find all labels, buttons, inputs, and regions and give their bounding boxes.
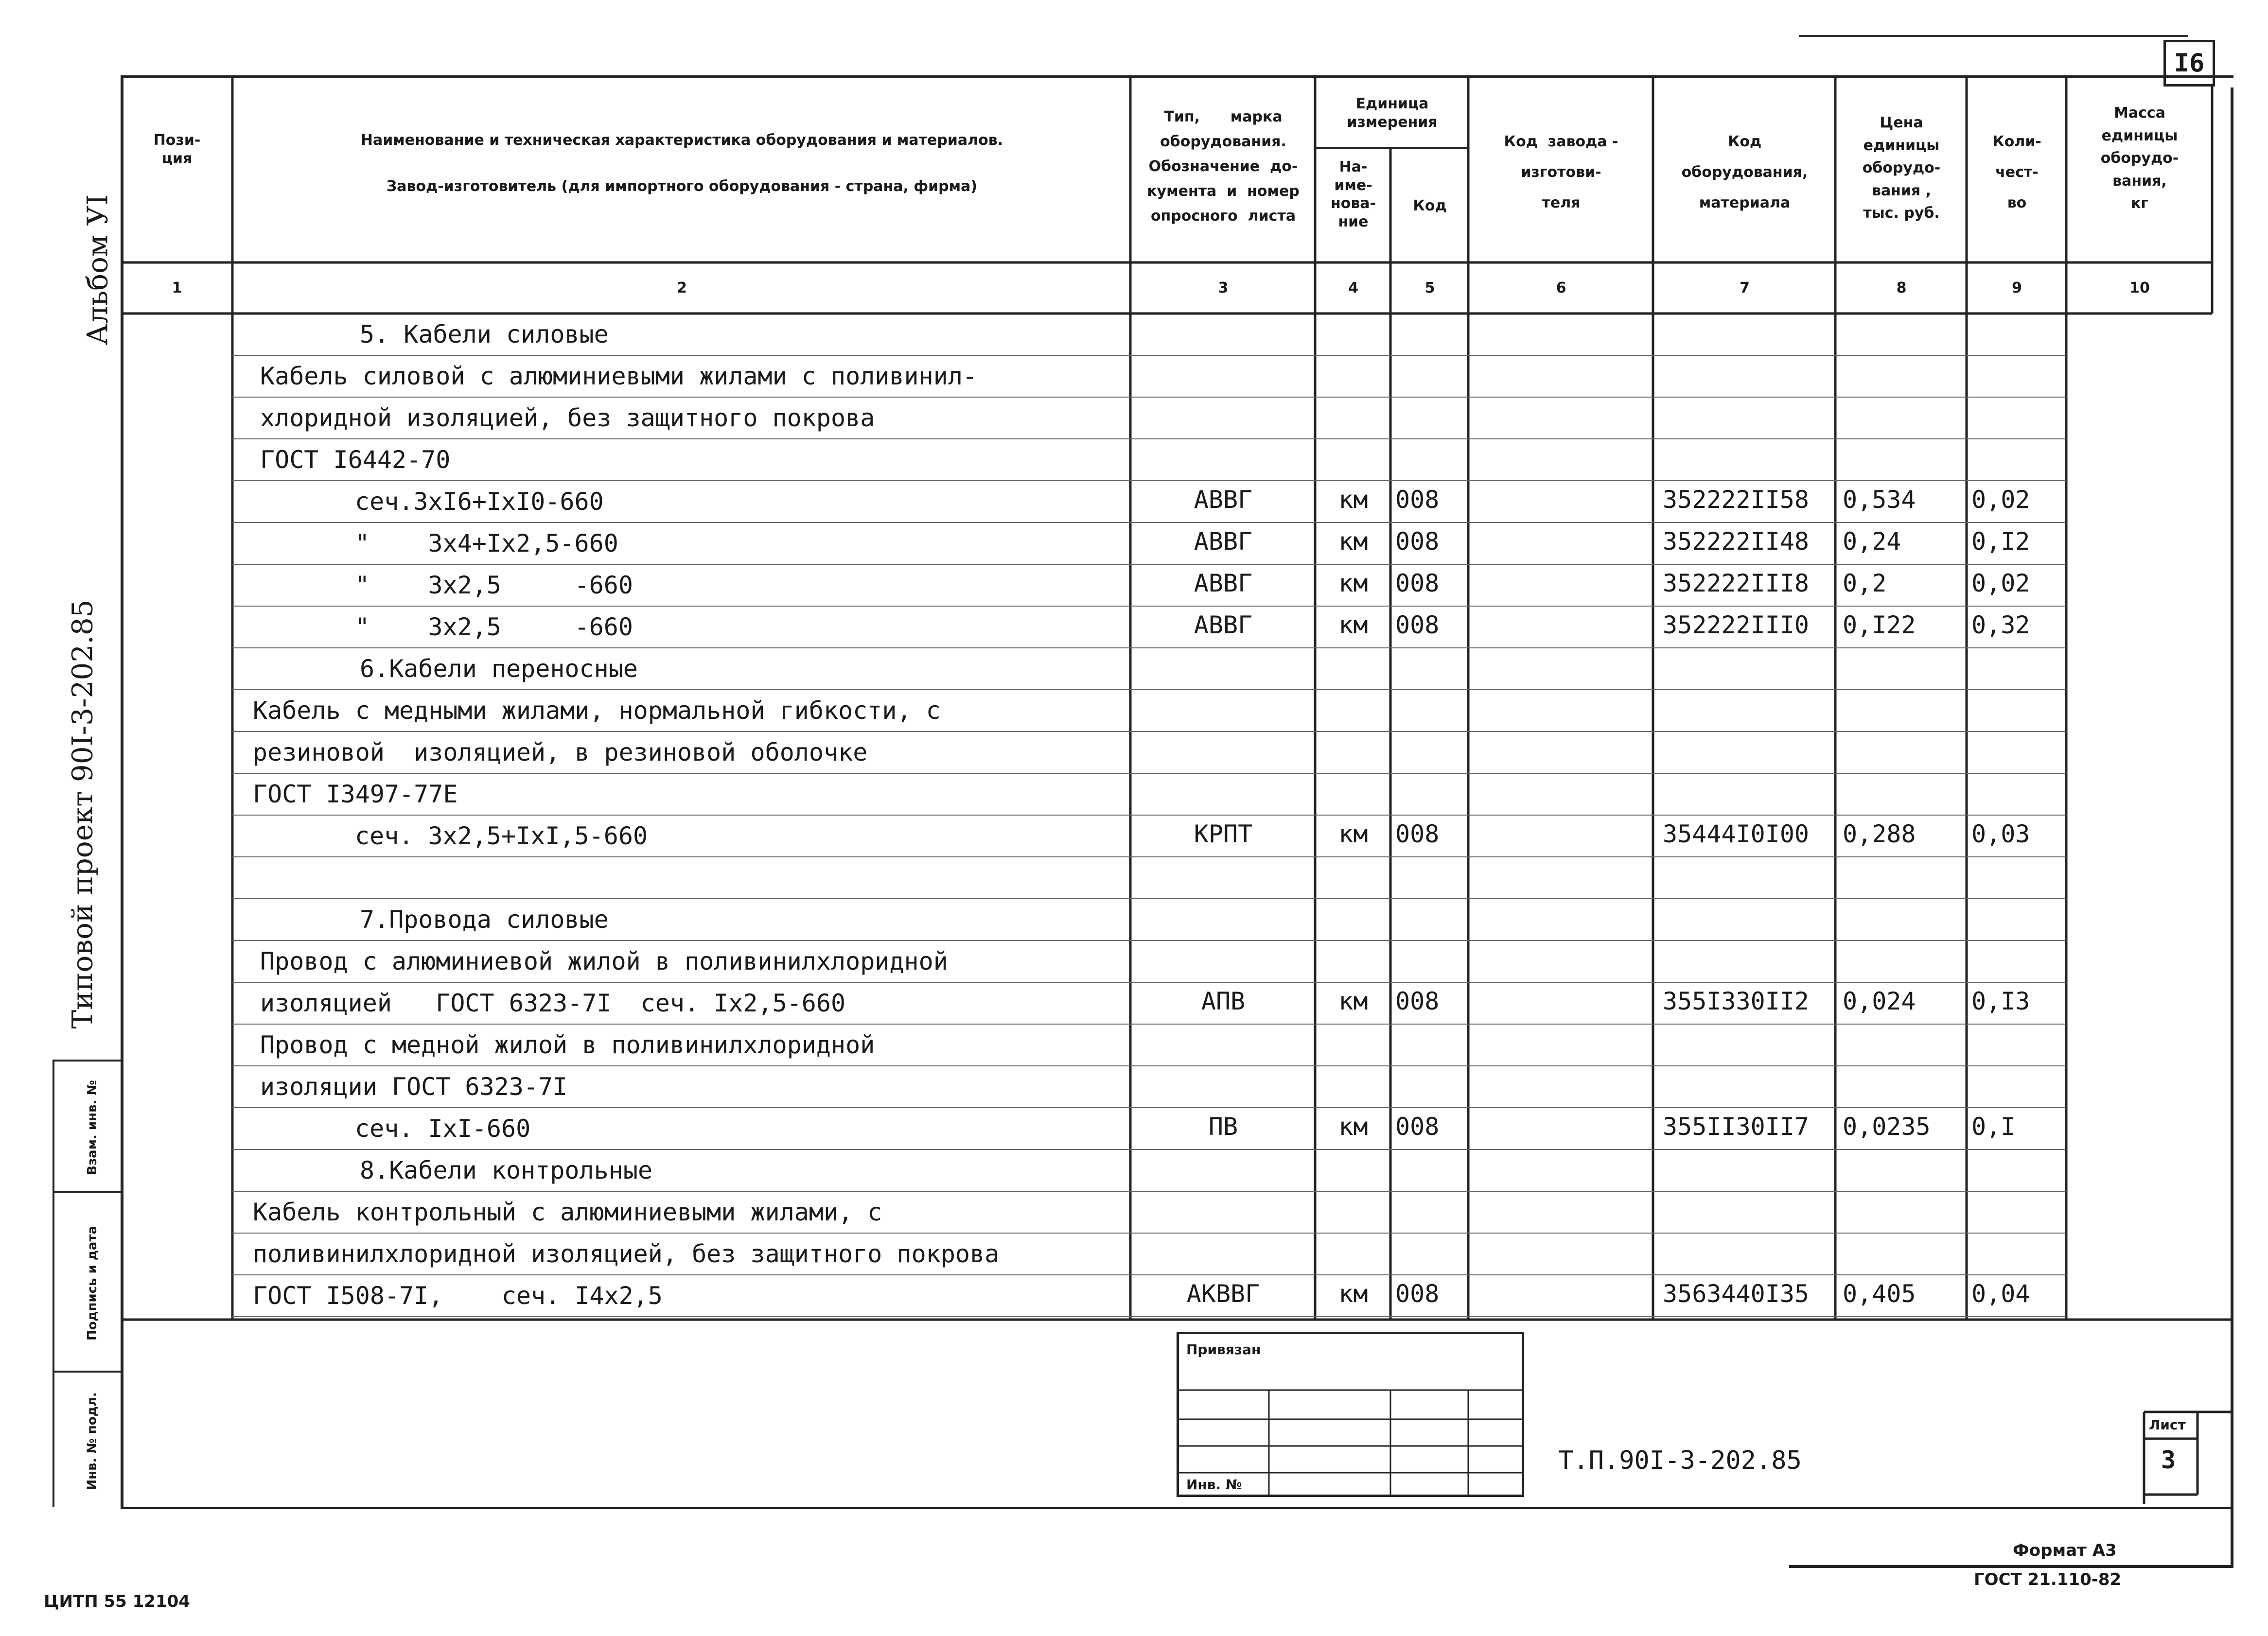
cell-type: АКВВГ [1186,1280,1260,1308]
section-heading: 5. Кабели силовые [360,320,609,348]
gost-label: ГОСТ 21.110-82 [1974,1570,2122,1589]
cell-quantity: 0,32 [1971,611,2030,639]
cell-name: Кабель с медными жилами, нормальной гибкости, с [253,696,941,725]
header-price: Цена единицы оборудо- вания , тыс. руб. [1862,114,1941,222]
cell-name: поливинилхлоридной изоляцией, без защитного покрова [253,1240,1000,1268]
cell-name: сеч. IxI-660 [355,1114,531,1143]
header-name-line2: Завод-изготовитель (для импортного оборудования - страна, фирма) [386,178,978,195]
cell-unit-code: 008 [1395,1280,1440,1308]
cell-name: резиновой изоляцией, в резиновой оболочке [253,738,868,766]
cell-name: ГОСТ I508-7I, сеч. I4x2,5 [253,1282,663,1310]
cell-unit-name: км [1338,987,1368,1015]
cell-name: " 3x2,5 -660 [355,613,633,641]
header-name-line1: Наименование и техническая характеристика оборудования и материалов. [360,132,1003,149]
cell-name: сеч.3xI6+IxI0-660 [355,487,604,516]
cell-name: Провод с медной жилой в поливинилхлоридной [260,1031,875,1059]
cell-quantity: 0,02 [1971,569,2030,597]
cell-type: АВВГ [1194,486,1253,514]
cell-type: АВВГ [1194,527,1253,556]
format-label: Формат А3 [2013,1541,2117,1560]
cell-quantity: 0,I2 [1971,527,2030,556]
cintp-label: ЦИТП 55 12104 [44,1592,190,1611]
cell-price: 0,2 [1843,569,1887,597]
project-label: Типовой проект 90I-3-202.85 [66,599,99,1029]
header-unit-name: На- име- нова- ние [1330,158,1376,230]
cell-unit-code: 008 [1395,1113,1440,1141]
col-number-4: 4 [1348,279,1358,296]
cell-equipment-code: 35444I0I00 [1663,820,1810,848]
cell-type: АВВГ [1194,611,1253,639]
cell-quantity: 0,I [1971,1113,2016,1141]
cell-name: изоляции ГОСТ 6323-7I [260,1073,568,1101]
cell-equipment-code: 3563440I35 [1663,1280,1810,1308]
col-number-10: 10 [2129,279,2150,296]
header-quantity: Коли- чест- во [1992,133,2041,211]
col-number-6: 6 [1556,279,1566,296]
cell-unit-code: 008 [1395,820,1440,848]
podpis-data-label: Подпись и дата [85,1225,100,1341]
col-number-2: 2 [677,279,687,296]
header-type: Тип, марка оборудования. Обозначение до- кумента и номер опросного листа [1147,108,1300,225]
cell-equipment-code: 352222III8 [1663,569,1810,597]
cell-price: 0,024 [1843,987,1916,1015]
header-position: Пози- ция [153,132,201,167]
cell-name: " 3x2,5 -660 [355,571,633,599]
cell-name: Кабель силовой с алюминиевыми жилами с поливинил- [260,362,978,390]
header-unit-code: Код [1413,197,1447,214]
cell-name: хлоридной изоляцией, без защитного покрова [260,404,875,432]
cell-quantity: 0,I3 [1971,987,2030,1015]
cell-price: 0,I22 [1843,611,1916,639]
cell-type: АПВ [1201,987,1246,1015]
cell-unit-name: км [1338,611,1368,639]
cell-name: сеч. 3x2,5+IxI,5-660 [355,822,648,850]
cell-unit-name: км [1338,820,1368,848]
cell-quantity: 0,03 [1971,820,2030,848]
cell-name: ГОСТ I6442-70 [260,446,451,474]
cell-name: " 3x4+Ix2,5-660 [355,529,618,557]
cell-unit-code: 008 [1395,569,1440,597]
cell-type: ПВ [1208,1113,1238,1141]
document-code: Т.П.90I-3-202.85 [1558,1446,1802,1475]
inv-no-label: Инв. № [1186,1477,1242,1493]
inv-podl-label: Инв. № подл. [85,1392,100,1490]
cell-equipment-code: 352222III0 [1663,611,1810,639]
list-number: 3 [2161,1446,2176,1474]
cell-unit-name: км [1338,1280,1368,1308]
cell-unit-code: 008 [1395,987,1440,1015]
cell-type: АВВГ [1194,569,1253,597]
cell-unit-name: км [1338,527,1368,556]
cell-unit-name: км [1338,1113,1368,1141]
cell-type: КРПТ [1194,820,1253,848]
cell-equipment-code: 352222II48 [1663,527,1810,556]
cell-name: ГОСТ I3497-77Е [253,780,458,808]
header-unit-group: Единица измерения [1347,95,1438,131]
privyazan-label: Привязан [1186,1341,1261,1358]
section-heading: 6.Кабели переносные [360,655,638,683]
list-label: Лист [2149,1417,2186,1433]
col-number-8: 8 [1896,279,1907,296]
sheet-number: I6 [2174,49,2205,78]
cell-unit-code: 008 [1395,486,1440,514]
cell-equipment-code: 355II30II7 [1663,1113,1810,1141]
cell-quantity: 0,02 [1971,486,2030,514]
col-number-3: 3 [1218,279,1229,296]
cell-price: 0,0235 [1843,1113,1931,1141]
col-number-9: 9 [2012,279,2022,296]
col-number-7: 7 [1740,279,1750,296]
col-number-5: 5 [1424,279,1435,296]
cell-name: Кабель контрольный с алюминиевыми жилами, с [253,1198,882,1226]
header-mass: Масса единицы оборудо- вания, кг [2100,104,2179,212]
cell-price: 0,288 [1843,820,1916,848]
cell-unit-code: 008 [1395,527,1440,556]
header-plant-code: Код завода - изготови- теля [1504,133,1618,211]
cell-quantity: 0,04 [1971,1280,2030,1308]
cell-price: 0,24 [1843,527,1901,556]
section-heading: 7.Провода силовые [360,905,609,934]
cell-name: изоляцией ГОСТ 6323-7I сеч. Ix2,5-660 [260,989,846,1017]
cell-equipment-code: 352222II58 [1663,486,1810,514]
section-heading: 8.Кабели контрольные [360,1156,653,1184]
vzam-inv-label: Взам. инв. № [85,1080,100,1175]
cell-price: 0,534 [1843,486,1916,514]
cell-equipment-code: 355I330II2 [1663,987,1810,1015]
header-equipment-code: Код оборудования, материала [1681,133,1808,211]
cell-unit-name: км [1338,486,1368,514]
album-label: Альбом УI [81,194,114,346]
cell-price: 0,405 [1843,1280,1916,1308]
cell-unit-name: км [1338,569,1368,597]
cell-name: Провод с алюминиевой жилой в поливинилхлоридной [260,947,948,975]
cell-unit-code: 008 [1395,611,1440,639]
col-number-1: 1 [172,279,182,296]
